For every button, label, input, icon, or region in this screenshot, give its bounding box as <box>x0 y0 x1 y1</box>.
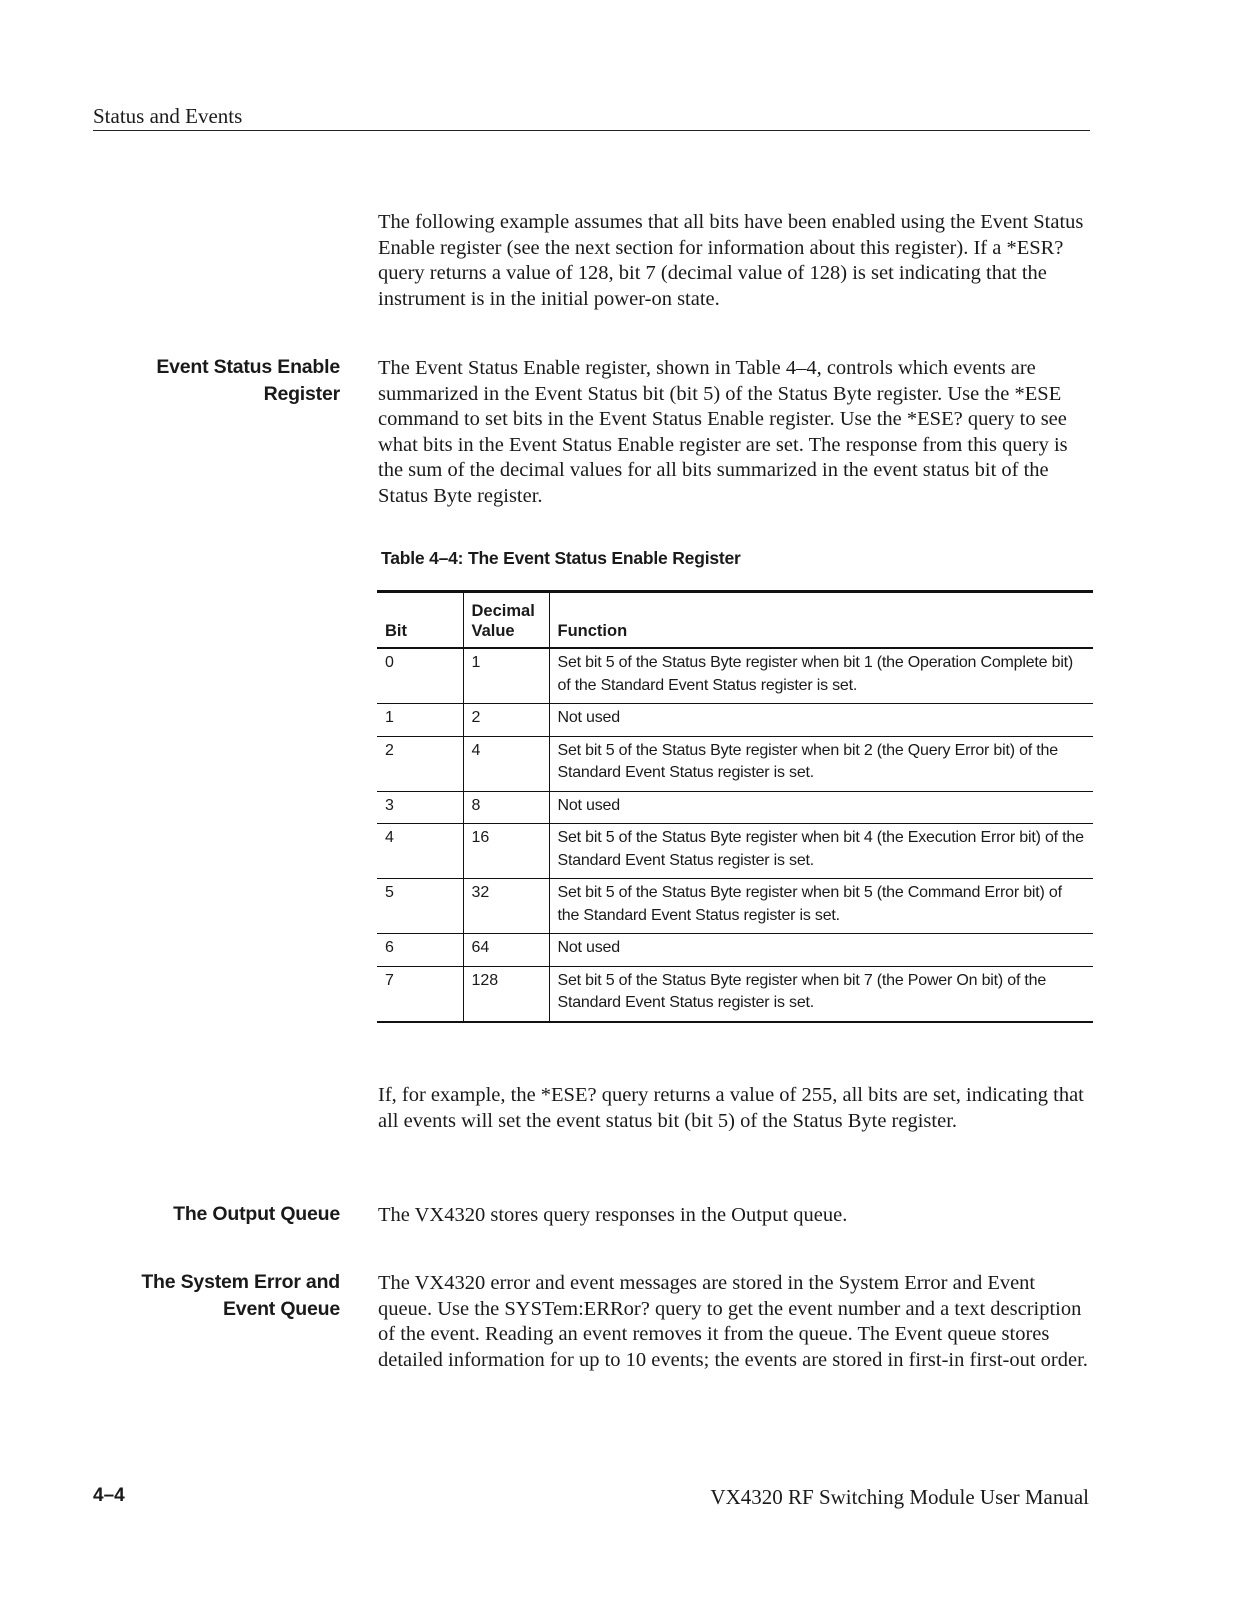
cell-function: Set bit 5 of the Status Byte register when bit 7 (the Power On bit) of the Standard Event Status register is set. <box>549 966 1093 1022</box>
cell-bit: 0 <box>385 654 394 671</box>
cell-function: Set bit 5 of the Status Byte register when bit 4 (the Execution Error bit) of the Standard Event Status register is set. <box>549 824 1093 879</box>
table-row <box>377 791 1093 824</box>
cell-decimal-value: 64 <box>463 934 549 967</box>
ese-example-paragraph: If, for example, the *ESE? query returns a value of 255, all bits are set, indicating that all events will set the event status bit (bit 5) of the Status Byte register. <box>378 1084 1084 1132</box>
page-number: 4–4 <box>93 1485 125 1506</box>
ese-paragraph: The Event Status Enable register, shown in Table 4–4, controls which events are summarized in the Event Status bit (bit 5) of the Status Byte register. Use the *ESE command to set bits in the Event Status Enable register. Use the *ESE? query to see what bits in the Event Status Enable register are set. The response from this query is the sum of the decimal values for all bits summarized in the event status bit of the Status Byte register. <box>378 357 1068 507</box>
column-header-decimal-value <box>463 592 549 649</box>
cell-function: Set bit 5 of the Status Byte register when bit 2 (the Query Error bit) of the Standard Event Status register is set. <box>549 736 1093 791</box>
table-row <box>377 648 1093 704</box>
cell-decimal-value: 2 <box>463 704 549 737</box>
table-row <box>377 704 1093 737</box>
cell-bit: 5 <box>385 884 394 901</box>
footer-manual-title: VX4320 RF Switching Module User Manual <box>710 1485 1089 1509</box>
side-heading-line: The System Error and <box>141 1271 340 1293</box>
header-rule <box>93 130 1090 131</box>
table-row <box>377 736 1093 791</box>
cell-decimal-value: 8 <box>463 791 549 824</box>
side-heading-line: Event Queue <box>223 1298 340 1320</box>
side-heading-line: Register <box>263 383 340 405</box>
side-heading-system-error-event-queue <box>90 1269 340 1323</box>
ese-register-table <box>377 590 1093 1023</box>
system-error-paragraph: The VX4320 error and event messages are stored in the System Error and Event queue. Use the SYSTem:ERRor? query to get the event number and a text description of the event. Reading an event removes it from the queue. The Event queue stores detailed information for up to 10 events; the events are stored in first-in first-out order. <box>378 1272 1088 1371</box>
cell-decimal-value: 32 <box>463 879 549 934</box>
column-header-bit: Bit <box>385 622 407 640</box>
cell-decimal-value: 128 <box>463 966 549 1022</box>
table-row <box>377 934 1093 967</box>
cell-function: Not used <box>549 934 1093 967</box>
table-caption: Table 4–4: The Event Status Enable Register <box>381 548 741 568</box>
table-header-row <box>377 592 1093 649</box>
side-heading-event-status-enable-register <box>90 354 340 408</box>
table-row <box>377 966 1093 1022</box>
cell-bit: 2 <box>385 741 394 759</box>
side-heading-output-queue: The Output Queue <box>173 1203 340 1225</box>
intro-paragraph: The following example assumes that all bits have been enabled using the Event Status Enable register (see the next section for information about this register). If a *ESR? query returns a value of 128, bit 7 (decimal value of 128) is set indicating that the instrument is in the initial power-on state. <box>378 211 1084 310</box>
side-heading-line: Event Status Enable <box>156 356 340 378</box>
output-queue-paragraph: The VX4320 stores query responses in the Output queue. <box>378 1204 848 1226</box>
running-header: Status and Events <box>93 104 243 128</box>
column-header-line: Decimal <box>471 602 535 620</box>
cell-bit: 3 <box>385 796 394 814</box>
cell-function: Not used <box>549 791 1093 824</box>
cell-decimal-value: 4 <box>463 736 549 791</box>
cell-bit: 6 <box>385 939 394 956</box>
cell-decimal-value: 1 <box>463 648 549 704</box>
cell-bit: 4 <box>385 829 394 846</box>
cell-bit: 7 <box>385 971 394 989</box>
cell-bit: 1 <box>385 709 394 726</box>
table-row <box>377 824 1093 879</box>
cell-function: Set bit 5 of the Status Byte register when bit 1 (the Operation Complete bit) of the Standard Event Status register is set. <box>549 648 1093 704</box>
cell-decimal-value: 16 <box>463 824 549 879</box>
table-row <box>377 879 1093 934</box>
column-header-line: Value <box>471 622 515 640</box>
cell-function: Set bit 5 of the Status Byte register when bit 5 (the Command Error bit) of the Standard Event Status register is set. <box>549 879 1093 934</box>
column-header-function: Function <box>549 592 1093 649</box>
cell-function: Not used <box>549 704 1093 737</box>
